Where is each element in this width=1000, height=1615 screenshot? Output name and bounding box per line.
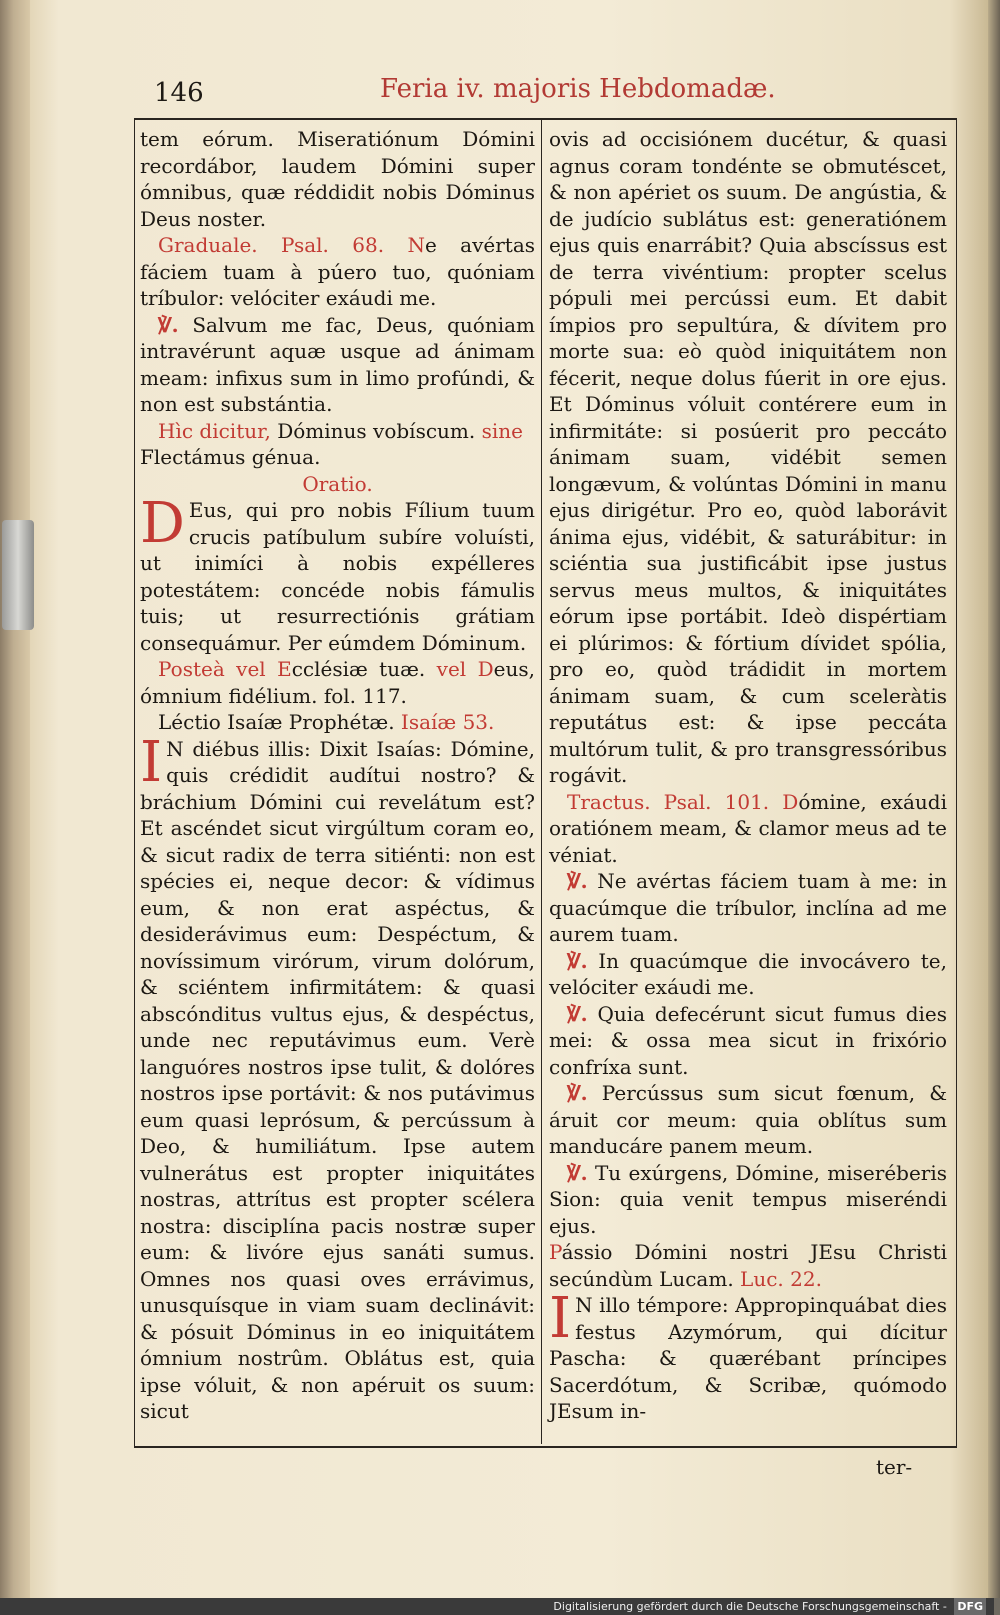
rubric: vel D: [436, 657, 494, 681]
lectio-ref: Isaíæ 53.: [400, 710, 495, 734]
rubric-sine: sine: [481, 418, 523, 443]
drop-initial: I: [549, 1286, 572, 1351]
gospel-text: N illo témpore: Appropinquábat dies festus Azymórum, qui dícitur Pascha: & quærébant príncipes Sacerdótum, & Scribæ, quómodo JEsum in-: [549, 1293, 947, 1423]
versicle-icon: ℣.: [567, 869, 588, 893]
versicle-text: Quia defecérunt sicut fumus dies mei: & ossa mea sicut in frixório confríxa sunt.: [549, 1001, 948, 1079]
postea: [140, 656, 535, 709]
running-title: Feria iv. majoris Hebdomadæ.: [380, 74, 776, 104]
passio-text: ássio Dómini nostri JEsu Christi secúndùm Lucam.: [549, 1240, 947, 1291]
lectio-heading: [140, 709, 535, 736]
versicle: [549, 1001, 947, 1081]
page-clip: [2, 520, 34, 630]
versicle: [140, 312, 535, 418]
versicle-text: In quacúmque die invocávero te, velóciter exáudi me.: [549, 948, 947, 999]
versicle: [549, 868, 947, 948]
initial: P: [549, 1240, 562, 1264]
versicle: [549, 1160, 947, 1240]
book-spine: [0, 0, 30, 1615]
versicle-icon: ℣.: [158, 312, 179, 337]
hic-text: Dóminus vobíscum.: [277, 418, 476, 443]
versicle-icon: ℣.: [567, 1160, 588, 1185]
left-column: [140, 126, 535, 1425]
oratio-heading: Oratio.: [302, 471, 373, 496]
postea-text: cclésiæ tuæ.: [291, 657, 426, 681]
oratio: [140, 491, 535, 656]
initial: N: [407, 233, 425, 257]
tractus: [549, 789, 947, 869]
versicle-text: Tu exúrgens, Dómine, miseréberis Sion: quia venit tempus miseréndi ejus.: [549, 1160, 948, 1238]
paragraph: tem eórum. Miseratiónum Dómini recordábor, laudem Dómini super ómnibus, quæ réddidit nobis Dóminus Deus noster.: [140, 127, 535, 231]
versicle-icon: ℣.: [567, 948, 588, 973]
lectio-text: N diébus illis: Dixit Isaías: Dómine, quis crédidit audítui nostro? & bráchium Dómini cui revelátum est? Et ascéndet sicut virgúltum coram eo, & sicut radix de terra sitiénti: non est spécies ei, neque decor: & vídimus eum, & non erat aspéctus, & desiderávimus eum: Despéctum, & novíssimum virórum, virum dolórum, & sciéntem infirmitátem: & quasi abscónditus vultus ejus, & despéctus, unde nec reputávimus eum. Verè languóres nostros ipse tulit, & dolóres nostros ipse portávit: & nos putávimus eum quasi leprósum, & percússum à Deo, & humiliátum. Ipse autem vulnerátus est propter iniquitátes nostras, attrítus est propter scélera nostra: disciplína pacis nostræ super eum: & livóre ejus sanáti sumus. Omnes nos quasi oves errávimus, unusquísque in viam suam declinávit: & pósuit Dóminus in eo iniquitátem ómnium nostrûm. Oblátus est, quia ipse vóluit, & non apéruit os suum: sicut: [140, 736, 535, 1423]
credit-text: Digitalisierung gefördert durch die Deutsche Forschungsgemeinschaft -: [553, 1600, 947, 1613]
dfg-logo: DFG: [954, 1598, 986, 1615]
oratio-text: Eus, qui pro nobis Fílium tuum crucis patíbulum subíre voluísti, ut inimíci à nobis expélleres potestátem: concéde nobis fámulis tuis; ut resurrectiónis grátiam consequámur. Per eúmdem Dóminum.: [140, 498, 535, 655]
rubric: Graduale. Psal. 68.: [158, 233, 385, 257]
lectio: [140, 729, 535, 1425]
lectio-title: Léctio Isaíæ Prophétæ.: [158, 710, 395, 734]
page-edge: [988, 0, 1000, 1598]
tractus-text: ómine, exáudi oratiónem meam, & clamor meus ad te véniat.: [549, 789, 948, 867]
passio-ref: Luc. 22.: [740, 1266, 822, 1291]
column-divider: [541, 118, 542, 1444]
graduale-text: e avértas fáciem tuam à púero tuo, quóniam tríbulor: velóciter exáudi me.: [140, 233, 536, 310]
versicle-text: Salvum me fac, Deus, quóniam intravérunt aquæ usque ad ánimam meam: infixus sum in limo profúndi, & non est substántia.: [140, 312, 536, 416]
graduale: [140, 232, 535, 312]
versicle-icon: ℣.: [567, 1001, 588, 1026]
versicle-text: Percússus sum sicut fœnum, & áruit cor meum: quia oblítus sum manducáre panem meum.: [549, 1081, 948, 1158]
right-column: [549, 126, 947, 1425]
versicle: [549, 1080, 947, 1160]
gospel: [549, 1286, 947, 1425]
catchword: ter-: [876, 1455, 913, 1479]
page-number: 146: [154, 78, 204, 108]
versicle-icon: ℣.: [567, 1081, 588, 1105]
drop-initial: D: [140, 491, 185, 556]
versicle-text: Ne avértas fáciem tuam à me: in quacúmque die tríbulor, inclína ad me aurem tuam.: [549, 869, 947, 946]
passio-heading: [549, 1239, 947, 1292]
drop-initial: I: [140, 729, 163, 795]
vel-text: eus, ómnium fidélium. fol. 117.: [140, 657, 535, 708]
rubric: Posteà vel E: [158, 657, 292, 681]
digitization-credit: [0, 1598, 994, 1615]
rubric: Hìc dicitur,: [158, 418, 271, 443]
hic-dicitur: [140, 418, 535, 445]
paragraph: ovis ad occisiónem ducétur, & quasi agnus coram tondénte se obmutéscet, & non apériet os suum. De angústia, & de judício sublátus est: generatiónem ejus quis enarrábit? Quia abscíssus est de terra vivéntium: propter scelus pópuli mei percússi eum. Et dabit ímpios pro sepultúra, & dívitem pro morte sua: eò quòd iniquitátem non fécerit, neque dolus fúerit in ore ejus. Et Dóminus vóluit contérere eum in infirmitáte: si posúerit pro peccáto ánimam suam, vidébit semen longævum, & volúntas Dómini in manu ejus dirigétur. Pro eo, quòd laborávit ánima ejus, vidébit, & saturábitur: in sciéntia sua justificábit ipse justus servus meus multos, & iniquitátes eórum ipse portábit. Ideò dispértiam ei plúrimos: & fórtium dívidet spólia, pro eo, quòd trádidit in mortem ánimam suam, & cum sceleràtis reputátus est: & ipse peccáta multórum tulit, & pro transgressóribus rogávit.: [549, 127, 947, 787]
initial: D: [782, 789, 799, 814]
rubric: Tractus. Psal. 101.: [567, 789, 770, 814]
versicle: [549, 948, 947, 1001]
flectamus: Flectámus génua.: [140, 445, 321, 469]
